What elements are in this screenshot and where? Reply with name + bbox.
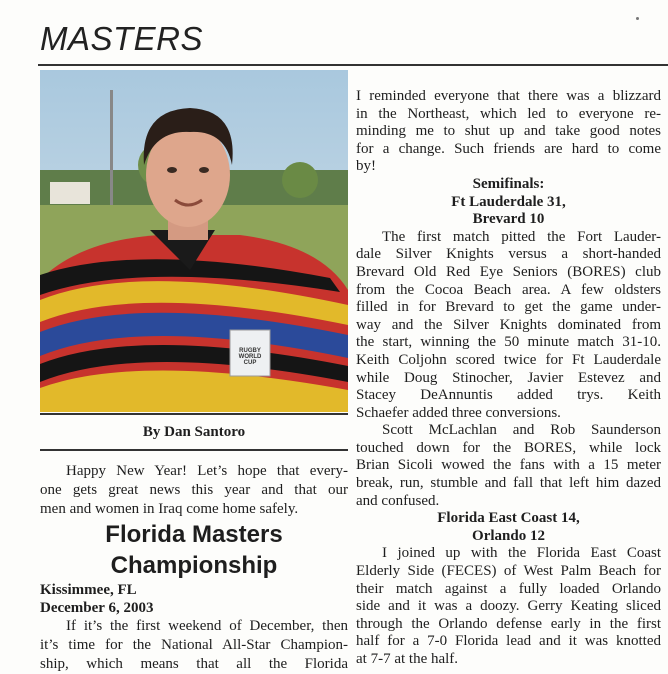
body-line: side and it was a doozy. Gerry Keating sliced [356, 598, 661, 615]
body-line: Brevard Old Red Eye Seniors (BORES) club [356, 263, 661, 280]
subheading-line: Brevard 10 [472, 211, 545, 228]
dateline-location: Kissimmee, FL [40, 582, 137, 598]
byline-rule-top [40, 413, 348, 415]
body-line: Keith Coljohn scored twice for Ft Lauderdale [356, 351, 661, 368]
body-line: Schaefer added three conversions. [356, 404, 561, 421]
body-line: I joined up with the Florida East Coast [382, 545, 661, 562]
body-line: in the Northeast, which led to everyone re- [356, 105, 661, 122]
header-rule [38, 64, 668, 66]
subheading-line: Orlando 12 [472, 527, 545, 544]
body-line: for a change. Such friends are hard to come [356, 140, 661, 157]
body-line: from the Cocoa Beach area. A few oldsters [356, 281, 661, 298]
body-line: filled in for Brevard to get the game under- [356, 299, 661, 316]
section-title: MASTERS [40, 20, 204, 57]
headline-line: Florida Masters [105, 521, 283, 548]
body-line: Elderly Side (FECES) of West Palm Beach for [356, 563, 661, 580]
body-line: Scott McLachlan and Rob Saunderson [382, 422, 661, 439]
byline: By Dan Santoro [142, 424, 246, 440]
right-column [356, 88, 661, 669]
byline-rule-bottom [40, 449, 348, 451]
dateline-date: December 6, 2003 [40, 600, 154, 616]
body-line: way and the Silver Knights dominated from [356, 316, 661, 333]
body-line: through the Orlando defense early in the first [356, 615, 661, 632]
body-line: If it’s the first weekend of December, then [66, 618, 348, 634]
body-line: minding me to shut up and take good notes [356, 123, 661, 140]
body-line: Stacey DeAnnuntis added trys. Keith [356, 387, 661, 404]
body-line: The first match pitted the Fort Lauder- [382, 228, 661, 245]
body-line: the start, winning the 50 minute match 31-10. [356, 334, 661, 351]
body-line: half for a 7-0 Florida lead and it was knotted [356, 633, 661, 650]
scan-speck [636, 17, 639, 20]
body-line: Brian Sicoli wowed the fans with a 15 meter [356, 457, 661, 474]
body-line: by! [356, 158, 376, 175]
body-line: it’s time for the National All-Star Champion- [40, 637, 348, 653]
subheading-line: Ft Lauderdale 31, [451, 193, 566, 210]
body-line: ship, which means that all the Florida [40, 656, 348, 672]
body-line: break, run, stumble and fall that left him dazed [356, 475, 661, 492]
intro-line: one gets great news this year and that our [40, 482, 348, 498]
headline-line: Championship [110, 552, 278, 579]
body-line: their match against a fully loaded Orlando [356, 580, 661, 597]
body-line: I reminded everyone that there was a blizzard [356, 88, 661, 104]
body-line: while Doug Stinocher, Javier Estevez and [356, 369, 661, 386]
subheading-line: Semifinals: [472, 175, 545, 192]
body-line: touched down for the BORES, while lock [356, 439, 661, 456]
subheading-line: Florida East Coast 14, [437, 510, 580, 527]
shirt-badge: RUGBY WORLD CUP [238, 348, 262, 366]
intro-line: Happy New Year! Let’s hope that every- [66, 463, 348, 479]
body-line: at 7-7 at the half. [356, 651, 459, 667]
author-photo [40, 70, 348, 412]
headline [40, 519, 348, 581]
body-line: and confused. [356, 492, 440, 509]
intro-line: men and women in Iraq come home safely. [40, 501, 299, 517]
left-column [40, 462, 348, 674]
body-line: dale Silver Knights versus a short-handed [356, 246, 661, 263]
